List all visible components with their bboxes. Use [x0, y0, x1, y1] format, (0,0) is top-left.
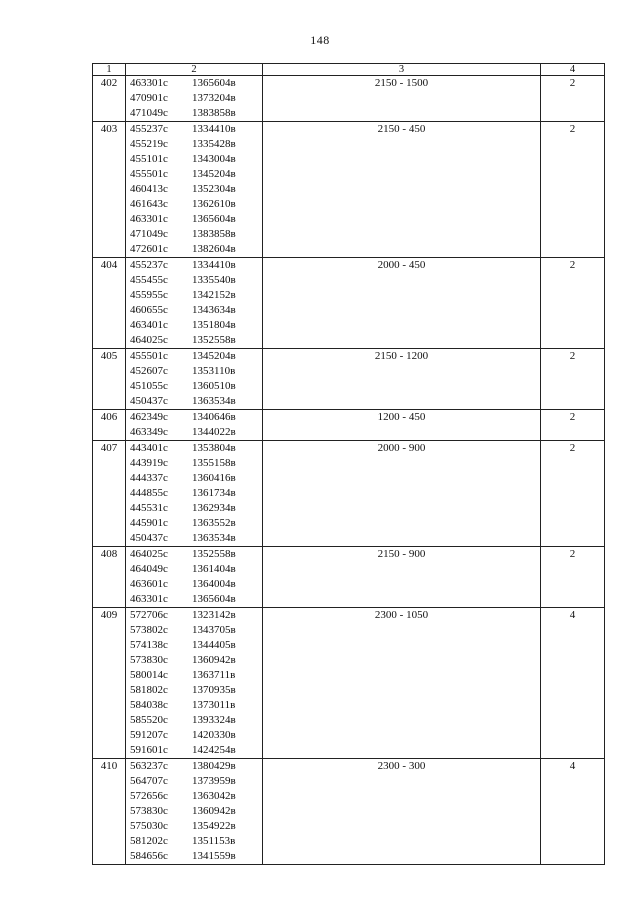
- header-cell-3: 3: [263, 64, 541, 76]
- coordinate-pair: [130, 834, 258, 849]
- longitude: 1345204в: [192, 168, 236, 180]
- longitude: 1370935в: [192, 684, 236, 696]
- coordinate-pair: [130, 759, 258, 774]
- count-value: 2: [541, 258, 605, 349]
- coordinates-cell: [126, 441, 263, 547]
- altitude-range: 2150 - 450: [263, 122, 541, 258]
- latitude: 572656с: [130, 790, 168, 802]
- latitude: 573830с: [130, 805, 168, 817]
- latitude: 464025с: [130, 548, 168, 560]
- coordinates-cell: [126, 122, 263, 258]
- longitude: 1361404в: [192, 563, 236, 575]
- coordinate-pair: [130, 592, 258, 607]
- coordinate-pair: [130, 258, 258, 273]
- row-number: 405: [93, 349, 126, 410]
- longitude: 1363042в: [192, 790, 236, 802]
- latitude: 445901с: [130, 517, 168, 529]
- coordinate-pair: [130, 577, 258, 592]
- row-number: 402: [93, 76, 126, 122]
- data-table: [92, 63, 605, 865]
- longitude: 1360510в: [192, 380, 236, 392]
- longitude: 1352304в: [192, 183, 236, 195]
- coordinate-pair: [130, 668, 258, 683]
- longitude: 1352558в: [192, 334, 236, 346]
- altitude-range: 2150 - 1200: [263, 349, 541, 410]
- longitude: 1340646в: [192, 411, 236, 423]
- longitude: 1383858в: [192, 107, 236, 119]
- coordinate-pair: [130, 106, 258, 121]
- table-row: [93, 608, 605, 759]
- coordinate-pair: [130, 152, 258, 167]
- table-row: [93, 258, 605, 349]
- coordinate-pair: [130, 227, 258, 242]
- coordinate-pair: [130, 303, 258, 318]
- table-row: [93, 441, 605, 547]
- longitude: 1360942в: [192, 654, 236, 666]
- coordinate-pair: [130, 486, 258, 501]
- coordinate-pair: [130, 212, 258, 227]
- latitude: 471049с: [130, 107, 168, 119]
- latitude: 463349с: [130, 426, 168, 438]
- longitude: 1355158в: [192, 457, 236, 469]
- coordinate-pair: [130, 728, 258, 743]
- longitude: 1362934в: [192, 502, 236, 514]
- row-number: 403: [93, 122, 126, 258]
- latitude: 463601с: [130, 578, 168, 590]
- latitude: 452607с: [130, 365, 168, 377]
- longitude: 1344405в: [192, 639, 236, 651]
- longitude: 1383858в: [192, 228, 236, 240]
- coordinate-pair: [130, 456, 258, 471]
- coordinates-cell: [126, 349, 263, 410]
- latitude: 455237с: [130, 259, 168, 271]
- coordinate-pair: [130, 288, 258, 303]
- longitude: 1341559в: [192, 850, 236, 862]
- coordinates-cell: [126, 410, 263, 441]
- longitude: 1335428в: [192, 138, 236, 150]
- altitude-range: 2000 - 900: [263, 441, 541, 547]
- count-value: 2: [541, 547, 605, 608]
- latitude: 470901с: [130, 92, 168, 104]
- altitude-range: 2300 - 300: [263, 759, 541, 865]
- latitude: 450437с: [130, 395, 168, 407]
- header-row: [93, 64, 605, 76]
- altitude-range: 2150 - 900: [263, 547, 541, 608]
- longitude: 1352558в: [192, 548, 236, 560]
- longitude: 1393324в: [192, 714, 236, 726]
- table-body: [93, 76, 605, 865]
- longitude: 1373204в: [192, 92, 236, 104]
- latitude: 455455с: [130, 274, 168, 286]
- longitude: 1323142в: [192, 609, 236, 621]
- latitude: 461643с: [130, 198, 168, 210]
- latitude: 460413с: [130, 183, 168, 195]
- coordinate-pair: [130, 501, 258, 516]
- latitude: 443919с: [130, 457, 168, 469]
- longitude: 1363711в: [192, 669, 236, 681]
- coordinate-pair: [130, 804, 258, 819]
- latitude: 573830с: [130, 654, 168, 666]
- count-value: 4: [541, 608, 605, 759]
- latitude: 460655с: [130, 304, 168, 316]
- altitude-range: 2150 - 1500: [263, 76, 541, 122]
- latitude: 445531с: [130, 502, 168, 514]
- longitude: 1345204в: [192, 350, 236, 362]
- latitude: 455955с: [130, 289, 168, 301]
- latitude: 581202с: [130, 835, 168, 847]
- count-value: 4: [541, 759, 605, 865]
- latitude: 471049с: [130, 228, 168, 240]
- coordinate-pair: [130, 683, 258, 698]
- latitude: 573802с: [130, 624, 168, 636]
- coordinate-pair: [130, 849, 258, 864]
- header-cell-4: 4: [541, 64, 605, 76]
- longitude: 1380429в: [192, 760, 236, 772]
- latitude: 575030с: [130, 820, 168, 832]
- latitude: 591601с: [130, 744, 168, 756]
- latitude: 463301с: [130, 213, 168, 225]
- coordinate-pair: [130, 743, 258, 758]
- coordinates-cell: [126, 76, 263, 122]
- longitude: 1353804в: [192, 442, 236, 454]
- coordinate-pair: [130, 333, 258, 348]
- longitude: 1360942в: [192, 805, 236, 817]
- latitude: 584038с: [130, 699, 168, 711]
- longitude: 1364004в: [192, 578, 236, 590]
- latitude: 472601с: [130, 243, 168, 255]
- coordinate-pair: [130, 653, 258, 668]
- coordinate-pair: [130, 122, 258, 137]
- longitude: 1362610в: [192, 198, 236, 210]
- longitude: 1382604в: [192, 243, 236, 255]
- longitude: 1351804в: [192, 319, 236, 331]
- longitude: 1424254в: [192, 744, 236, 756]
- coordinate-pair: [130, 789, 258, 804]
- row-number: 408: [93, 547, 126, 608]
- latitude: 451055с: [130, 380, 168, 392]
- coordinates-cell: [126, 547, 263, 608]
- latitude: 455501с: [130, 350, 168, 362]
- longitude: 1335540в: [192, 274, 236, 286]
- coordinates-cell: [126, 258, 263, 349]
- coordinate-pair: [130, 182, 258, 197]
- coordinate-pair: [130, 137, 258, 152]
- latitude: 455237с: [130, 123, 168, 135]
- longitude: 1365604в: [192, 77, 236, 89]
- coordinates-cell: [126, 759, 263, 865]
- coordinate-pair: [130, 562, 258, 577]
- count-value: 2: [541, 410, 605, 441]
- count-value: 2: [541, 349, 605, 410]
- coordinate-pair: [130, 638, 258, 653]
- longitude: 1363552в: [192, 517, 236, 529]
- count-value: 2: [541, 76, 605, 122]
- latitude: 455101с: [130, 153, 168, 165]
- longitude: 1344022в: [192, 426, 236, 438]
- count-value: 2: [541, 122, 605, 258]
- latitude: 463401с: [130, 319, 168, 331]
- coordinate-pair: [130, 394, 258, 409]
- longitude: 1342152в: [192, 289, 236, 301]
- longitude: 1365604в: [192, 593, 236, 605]
- coordinate-pair: [130, 410, 258, 425]
- longitude: 1361734в: [192, 487, 236, 499]
- coordinate-pair: [130, 516, 258, 531]
- latitude: 563237с: [130, 760, 168, 772]
- latitude: 462349с: [130, 411, 168, 423]
- coordinate-pair: [130, 774, 258, 789]
- longitude: 1373959в: [192, 775, 236, 787]
- count-value: 2: [541, 441, 605, 547]
- latitude: 444855с: [130, 487, 168, 499]
- altitude-range: 2000 - 450: [263, 258, 541, 349]
- table-row: [93, 547, 605, 608]
- latitude: 464049с: [130, 563, 168, 575]
- latitude: 591207с: [130, 729, 168, 741]
- coordinate-pair: [130, 608, 258, 623]
- header-cell-1: 1: [93, 64, 126, 76]
- longitude: 1360416в: [192, 472, 236, 484]
- coordinate-pair: [130, 273, 258, 288]
- table-row: [93, 410, 605, 441]
- coordinate-pair: [130, 819, 258, 834]
- coordinate-pair: [130, 364, 258, 379]
- coordinates-cell: [126, 608, 263, 759]
- row-number: 410: [93, 759, 126, 865]
- longitude: 1351153в: [192, 835, 236, 847]
- coordinate-pair: [130, 623, 258, 638]
- row-number: 409: [93, 608, 126, 759]
- latitude: 585520с: [130, 714, 168, 726]
- latitude: 584656с: [130, 850, 168, 862]
- longitude: 1343004в: [192, 153, 236, 165]
- coordinate-pair: [130, 379, 258, 394]
- coordinate-pair: [130, 349, 258, 364]
- latitude: 464025с: [130, 334, 168, 346]
- table-row: [93, 122, 605, 258]
- longitude: 1353110в: [192, 365, 236, 377]
- longitude: 1363534в: [192, 395, 236, 407]
- latitude: 444337с: [130, 472, 168, 484]
- latitude: 581802с: [130, 684, 168, 696]
- table-row: [93, 759, 605, 865]
- longitude: 1354922в: [192, 820, 236, 832]
- coordinate-pair: [130, 91, 258, 106]
- altitude-range: 2300 - 1050: [263, 608, 541, 759]
- header-cell-2: 2: [126, 64, 263, 76]
- latitude: 455501с: [130, 168, 168, 180]
- latitude: 574138с: [130, 639, 168, 651]
- longitude: 1343634в: [192, 304, 236, 316]
- latitude: 463301с: [130, 593, 168, 605]
- coordinate-pair: [130, 441, 258, 456]
- longitude: 1363534в: [192, 532, 236, 544]
- coordinate-pair: [130, 76, 258, 91]
- longitude: 1373011в: [192, 699, 236, 711]
- altitude-range: 1200 - 450: [263, 410, 541, 441]
- coordinate-pair: [130, 197, 258, 212]
- longitude: 1343705в: [192, 624, 236, 636]
- latitude: 580014с: [130, 669, 168, 681]
- coordinate-pair: [130, 713, 258, 728]
- coordinate-pair: [130, 547, 258, 562]
- latitude: 450437с: [130, 532, 168, 544]
- longitude: 1334410в: [192, 123, 236, 135]
- table-row: [93, 349, 605, 410]
- latitude: 455219с: [130, 138, 168, 150]
- page-number: 148: [310, 33, 330, 47]
- longitude: 1365604в: [192, 213, 236, 225]
- coordinate-pair: [130, 531, 258, 546]
- coordinate-pair: [130, 318, 258, 333]
- latitude: 463301с: [130, 77, 168, 89]
- coordinate-pair: [130, 471, 258, 486]
- row-number: 404: [93, 258, 126, 349]
- coordinate-pair: [130, 167, 258, 182]
- table-row: [93, 76, 605, 122]
- coordinate-pair: [130, 242, 258, 257]
- row-number: 407: [93, 441, 126, 547]
- latitude: 572706с: [130, 609, 168, 621]
- coordinate-pair: [130, 698, 258, 713]
- coordinate-pair: [130, 425, 258, 440]
- latitude: 443401с: [130, 442, 168, 454]
- latitude: 564707с: [130, 775, 168, 787]
- row-number: 406: [93, 410, 126, 441]
- longitude: 1334410в: [192, 259, 236, 271]
- longitude: 1420330в: [192, 729, 236, 741]
